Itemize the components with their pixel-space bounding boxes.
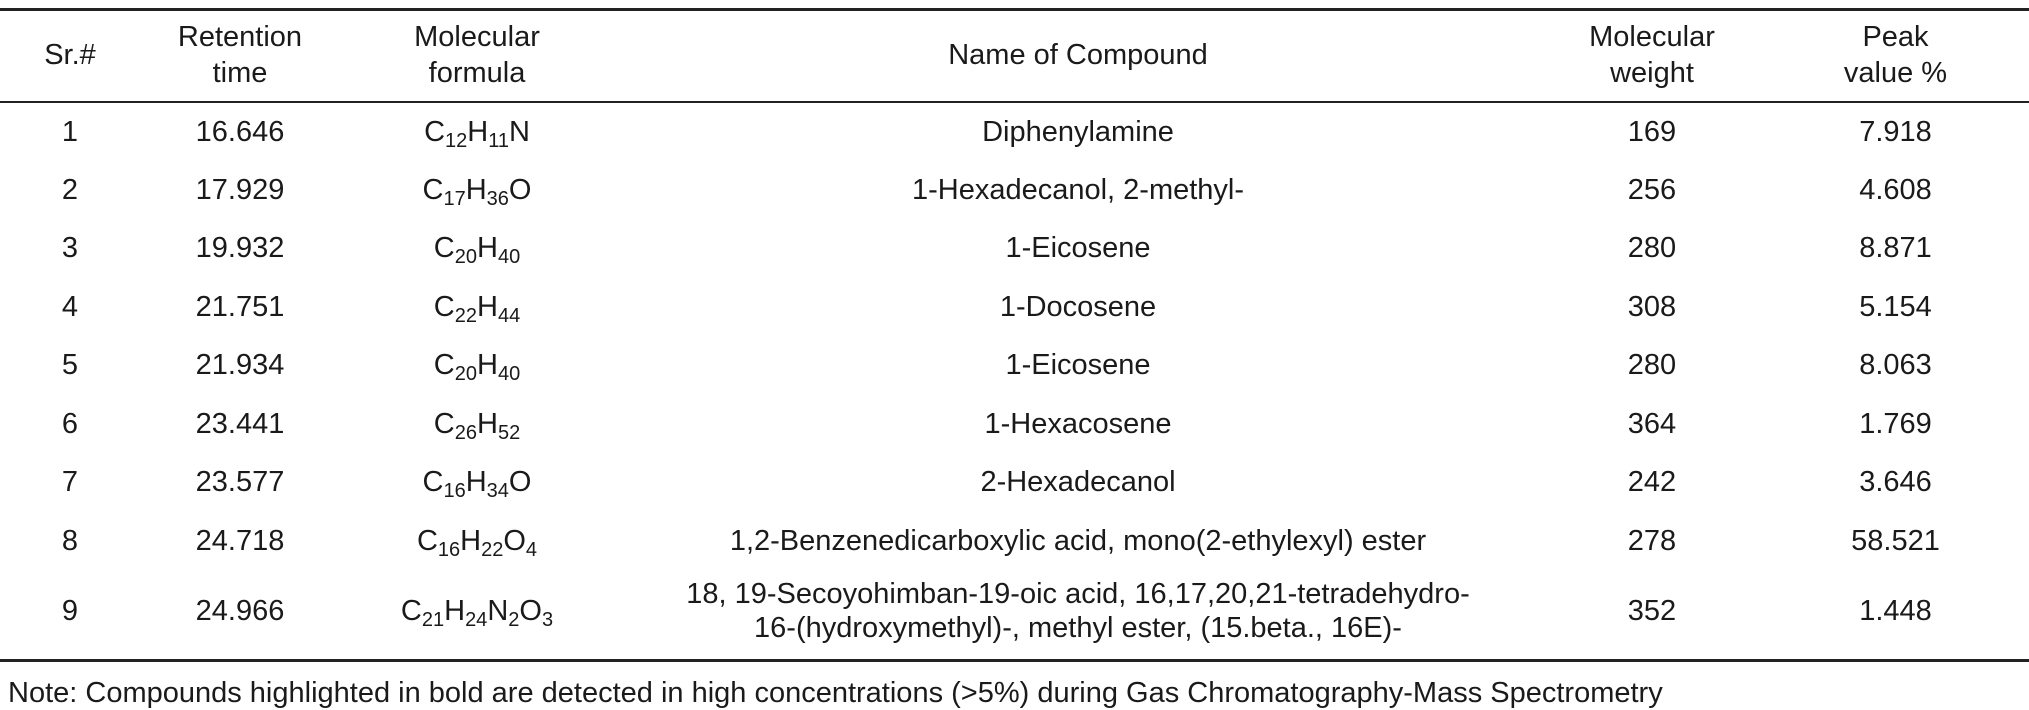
formula-element: H [477,349,498,382]
formula-element: O [519,595,542,628]
table-header [0,10,2029,103]
formula-subscript: 34 [486,480,509,503]
formula-element: O [503,524,526,557]
cell-sr: 8 [61,524,79,557]
gcms-table-container [0,8,2029,662]
formula-element: H [467,115,489,148]
compound-name-line: Diphenylamine [982,115,1174,148]
cell-retention-time: 17.929 [195,173,285,206]
cell-molecular-weight: 364 [1627,407,1677,440]
cell-retention-time: 16.646 [195,115,285,148]
cell-compound-name [614,278,1542,337]
formula-subscript: 36 [486,187,509,210]
header-name-label: Name of Compound [948,39,1208,71]
cell-peak-value: 4.608 [1859,173,1932,206]
cell-molecular-formula [340,102,614,161]
formula-subscript: 2 [508,609,520,632]
formula-element: H [465,466,487,499]
formula-element: H [477,232,498,265]
table-row [0,395,2029,454]
cell-retention-time: 21.751 [195,290,285,323]
header-compound-name [614,10,1542,103]
cell-retention-time: 23.577 [195,466,285,499]
cell-peak-value: 58.521 [1851,524,1940,557]
cell-sr: 6 [61,407,79,440]
cell-peak-value: 8.063 [1859,349,1932,382]
formula-subscript: 16 [443,480,466,503]
formula-element: C [422,173,444,206]
cell-retention-time: 24.718 [195,524,285,557]
cell-compound-name [614,219,1542,278]
cell-molecular-weight: 256 [1627,173,1677,206]
cell-peak-value: 1.769 [1859,407,1932,440]
formula-element: C [433,232,455,265]
formula-element: C [433,290,455,323]
formula-subscript: 11 [488,129,509,152]
header-row [0,10,2029,103]
cell-compound-name [614,161,1542,220]
cell-compound-name [614,395,1542,454]
formula-subscript: 21 [421,609,445,632]
cell-compound-name [614,336,1542,395]
header-peak-line2: value % [1843,57,1948,89]
formula-subscript: 52 [497,421,521,444]
formula-subscript: 22 [454,304,477,327]
header-sr [0,10,140,103]
cell-peak-value: 7.918 [1859,115,1932,148]
table-note: Note: Compounds highlighted in bold are detected in high concentrations (>5%) during Gas Chromatography-Mass Spectrometry [8,677,1663,709]
cell-molecular-formula [340,219,614,278]
cell-molecular-formula [340,512,614,571]
cell-retention-time: 23.441 [195,407,285,440]
compound-name-line: 1-Hexadecanol, 2-methyl- [911,173,1245,206]
cell-peak-value: 5.154 [1859,290,1932,323]
compound-name-line: 16-(hydroxymethyl)-, methyl ester, (15.beta., 16E)- [754,612,1402,645]
header-retention-time [140,10,340,103]
cell-molecular-formula [340,161,614,220]
table-body [0,102,2029,660]
table-row [0,570,2029,660]
formula-subscript: 20 [454,363,477,386]
cell-retention-time: 21.934 [195,349,285,382]
compound-name-line: 1-Docosene [999,290,1157,323]
formula-element: N [508,115,530,148]
cell-molecular-formula [340,278,614,337]
header-rt-line1: Retention [177,21,303,53]
table-row [0,336,2029,395]
formula-subscript: 24 [465,609,488,632]
cell-molecular-weight: 308 [1627,290,1677,323]
formula-subscript: 22 [481,538,504,561]
cell-sr: 9 [61,595,79,628]
table-row [0,453,2029,512]
cell-sr: 1 [61,115,79,148]
formula-subscript: 20 [454,246,477,269]
compound-name-line: 1,2-Benzenedicarboxylic acid, mono(2-ethylexyl) ester [729,524,1427,557]
cell-molecular-weight: 169 [1627,115,1677,148]
compound-name-line: 18, 19-Secoyohimban-19-oic acid, 16,17,20,21-tetradehydro- [686,578,1470,611]
formula-element: O [508,173,532,206]
compound-name-line: 1-Eicosene [1005,349,1151,382]
formula-element: H [444,595,466,628]
cell-molecular-weight: 242 [1627,466,1677,499]
header-mw-line1: Molecular [1589,21,1715,53]
cell-retention-time: 24.966 [195,595,285,628]
cell-retention-time: 19.932 [195,232,285,265]
formula-element: C [416,524,438,557]
header-peak-line1: Peak [1862,21,1929,53]
compound-name-line: 1-Eicosene [1005,232,1151,265]
formula-element: C [433,407,455,440]
compound-name-line: 2-Hexadecanol [980,466,1176,499]
cell-peak-value: 3.646 [1859,466,1932,499]
gcms-compounds-table [0,8,2029,662]
table-row [0,102,2029,161]
header-peak-value [1762,10,2029,103]
cell-sr: 7 [61,466,79,499]
compound-name-line: 1-Hexacosene [984,407,1172,440]
cell-molecular-weight: 278 [1627,524,1677,557]
formula-subscript: 44 [497,304,521,327]
header-molecular-formula [340,10,614,103]
cell-compound-name [614,570,1542,660]
header-mf-line1: Molecular [414,21,540,53]
cell-molecular-formula [340,570,614,660]
cell-compound-name [614,512,1542,571]
cell-sr: 2 [61,173,79,206]
header-rt-line2: time [212,57,268,89]
formula-element: H [477,290,498,323]
header-molecular-weight [1542,10,1762,103]
formula-subscript: 16 [437,538,461,561]
formula-element: C [424,115,446,148]
cell-molecular-weight: 280 [1627,349,1677,382]
cell-molecular-formula [340,336,614,395]
formula-subscript: 40 [497,363,521,386]
cell-molecular-formula [340,453,614,512]
header-mf-line2: formula [428,57,526,89]
cell-molecular-weight: 280 [1627,232,1677,265]
cell-compound-name [614,453,1542,512]
table-row [0,512,2029,571]
formula-element: H [465,173,487,206]
formula-subscript: 17 [443,187,466,210]
formula-element: C [422,466,444,499]
table-row [0,278,2029,337]
table-row [0,219,2029,278]
header-mw-line2: weight [1610,57,1694,89]
formula-subscript: 12 [445,129,468,152]
formula-element: C [433,349,455,382]
formula-element: N [487,595,509,628]
cell-sr: 5 [61,349,79,382]
formula-element: H [460,524,482,557]
formula-subscript: 4 [525,538,538,561]
cell-molecular-formula [340,395,614,454]
formula-subscript: 26 [454,421,477,444]
cell-compound-name [614,102,1542,161]
formula-subscript: 3 [541,609,554,632]
table-row [0,161,2029,220]
formula-element: C [400,595,422,628]
formula-element: H [477,407,498,440]
formula-element: O [508,466,532,499]
cell-peak-value: 8.871 [1859,232,1932,265]
formula-subscript: 40 [497,246,521,269]
cell-sr: 4 [61,290,79,323]
cell-sr: 3 [61,232,79,265]
cell-molecular-weight: 352 [1627,595,1677,628]
cell-peak-value: 1.448 [1859,595,1932,628]
header-sr-label: Sr.# [44,39,96,71]
